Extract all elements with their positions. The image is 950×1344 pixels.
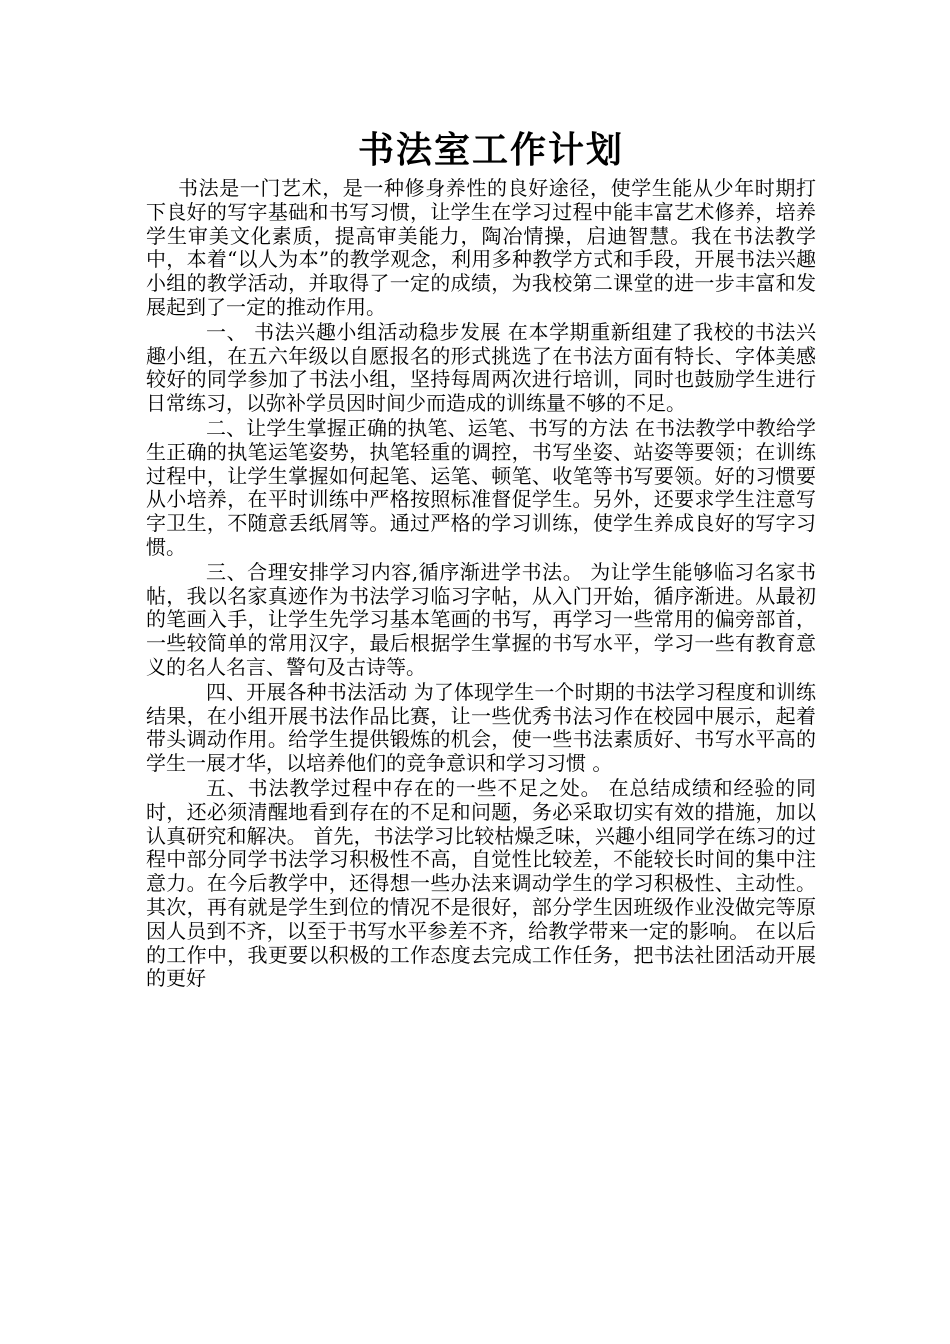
intro-paragraph: 书法是一门艺术，是一种修身养性的良好途径，使学生能从少年时期打下良好的写字基础和书写习惯，让学生在学习过程中能丰富艺术修养，培养学生审美文化素质，提高审美能力，陶冶情操，启迪智慧。我在书法教学中，本着“以人为本”的教学观念，利用多种教学方式和手段，开展书法兴趣小组的教学活动，并取得了一定的成绩，为我校第二课堂的进一步丰富和发展起到了一定的推动作用。 bbox=[146, 176, 816, 319]
document-title: 书法室工作计划 bbox=[357, 130, 624, 171]
section-four-paragraph: 四、开展各种书法活动 为了体现学生一个时期的书法学习程度和训练结果，在小组开展书法作品比赛，让一些优秀书法习作在校园中展示，起着带头调动作用。给学生提供锻炼的机会，使一些书法素质好、书写水平高的学生一展才华，以培养他们的竞争意识和学习习惯 。 bbox=[146, 679, 816, 776]
section-three-paragraph: 三、合理安排学习内容,循序渐进学书法。 为让学生能够临习名家书帖，我以名家真迹作为书法学习临习字帖，从入门开始，循序渐进。从最初的笔画入手，让学生先学习基本笔画的书写，再学习一些常用的偏旁部首，一些较简单的常用汉字，最后根据学生掌握的书写水平，学习一些有教育意义的名人名言、警句及古诗等。 bbox=[146, 559, 816, 679]
section-one-paragraph: 一、 书法兴趣小组活动稳步发展 在本学期重新组建了我校的书法兴趣小组，在五六年级以自愿报名的形式挑选了在书法方面有特长、字体美感较好的同学参加了书法小组，坚持每周两次进行培训，同时也鼓励学生进行日常练习，以弥补学员因时间少而造成的训练量不够的不足。 bbox=[146, 319, 816, 416]
section-five-paragraph: 五、书法教学过程中存在的一些不足之处。 在总结成绩和经验的同时，还必须清醒地看到存在的不足和问题，务必采取切实有效的措施，加以认真研究和解决。 首先，书法学习比较枯燥乏味，兴趣小组同学在练习的过程中部分同学书法学习积极性不高，自觉性比较差，不能较长时间的集中注意力。在今后教学中，还得想一些办法来调动学生的学习积极性、主动性。其次，再有就是学生到位的情况不是很好，部分学生因班级作业没做完等原因人员到不齐，以至于书写水平参差不齐，给教学带来一定的影响。 在以后的工作中，我更要以积极的工作态度去完成工作任务，把书法社团活动开展的更好 bbox=[146, 775, 816, 991]
section-two-paragraph: 二、让学生掌握正确的执笔、运笔、书写的方法 在书法教学中教给学生正确的执笔运笔姿势，执笔轻重的调控，书写坐姿、站姿等要领；在训练过程中，让学生掌握如何起笔、运笔、顿笔、收笔等书写要领。好的习惯要从小培养，在平时训练中严格按照标准督促学生。另外，还要求学生注意写字卫生，不随意丢纸屑等。通过严格的学习训练，使学生养成良好的写字习惯。 bbox=[146, 415, 816, 559]
document-page bbox=[146, 125, 816, 991]
